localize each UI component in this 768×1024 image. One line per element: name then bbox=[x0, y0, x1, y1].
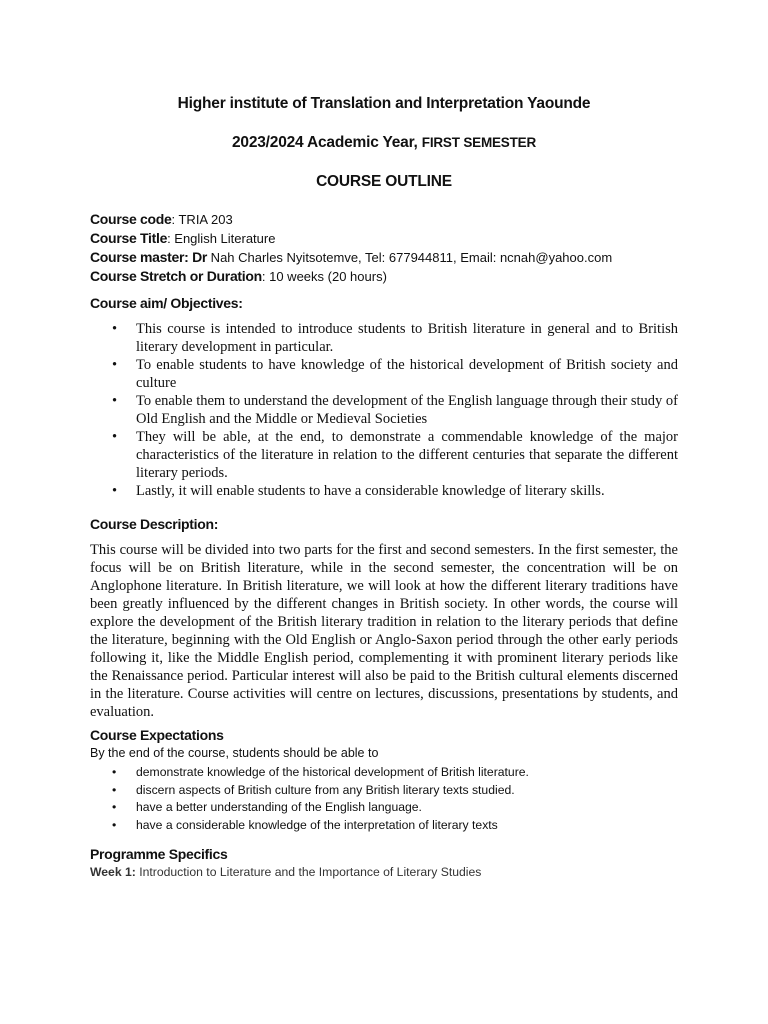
list-item bbox=[90, 392, 678, 428]
bullet-icon: • bbox=[112, 817, 117, 832]
course-title-value: : English Literature bbox=[167, 231, 276, 246]
academic-year: 2023/2024 Academic Year, bbox=[232, 134, 418, 151]
bullet-icon: • bbox=[112, 483, 118, 499]
course-title-row bbox=[90, 229, 690, 248]
bullet-icon: • bbox=[112, 782, 117, 797]
description-heading: Course Description: bbox=[90, 516, 219, 532]
objective-text: To enable students to have knowledge of the historical development of British society and culture bbox=[136, 357, 678, 391]
course-duration-label: Course Stretch or Duration bbox=[90, 268, 262, 284]
objective-text: This course is intended to introduce students to British literature in general and to British literary development in particular. bbox=[136, 321, 678, 355]
course-info-block bbox=[90, 210, 690, 286]
course-master-value: Nah Charles Nyitsotemve, Tel: 677944811, Email: ncnah@yahoo.com bbox=[207, 250, 613, 265]
bullet-icon: • bbox=[112, 357, 118, 373]
description-paragraph: This course will be divided into two parts for the first and second semesters. In the first semester, the focus will be on British literature, while in the second semester, the concentration will be on Anglophone literature. In British literature, we will look at how the different literary traditions have been greatly influenced by the different changes in British society. In other words, the course will explore the development of the British literary tradition in relation to the literary periods that define the literature, beginning with the Old English or Anglo-Saxon period through the other early periods following it, like the Middle English period, complementing it with prominent literary periods like the Renaissance period. Particular interest will also be paid to the British cultural elements discerned in the literature. Course activities will centre on lectures, discussions, presentations by students, and evaluation. bbox=[90, 542, 678, 720]
list-item bbox=[90, 428, 678, 482]
course-duration-value: : 10 weeks (20 hours) bbox=[261, 269, 387, 284]
objective-text: They will be able, at the end, to demonstrate a commendable knowledge of the major characteristics of the literature in relation to the different centuries that separate the different literary periods. bbox=[136, 429, 678, 481]
week-1-line bbox=[90, 865, 481, 879]
bullet-icon: • bbox=[112, 765, 117, 779]
list-item bbox=[90, 356, 678, 392]
expectation-text: discern aspects of British culture from any British literary texts studied. bbox=[136, 782, 515, 797]
expectations-heading: Course Expectations bbox=[90, 727, 224, 743]
course-master-row bbox=[90, 248, 690, 267]
list-item bbox=[90, 782, 678, 800]
expectation-text: have a better understanding of the English language. bbox=[136, 800, 422, 814]
list-item bbox=[90, 764, 678, 782]
course-title-label: Course Title bbox=[90, 230, 168, 246]
objectives-list bbox=[90, 320, 678, 500]
bullet-icon: • bbox=[112, 429, 118, 445]
academic-year-line bbox=[0, 134, 768, 152]
list-item bbox=[90, 799, 678, 817]
week-1-label: Week 1: bbox=[90, 865, 136, 879]
list-item bbox=[90, 482, 678, 500]
objective-text: To enable them to understand the development of the English language through their study of Old English and the Middle or Medieval Societies bbox=[136, 393, 678, 427]
semester-label: FIRST SEMESTER bbox=[421, 135, 536, 150]
objectives-heading: Course aim/ Objectives: bbox=[90, 295, 243, 311]
expectations-list bbox=[90, 764, 678, 834]
course-master-label: Course master: Dr bbox=[90, 249, 208, 265]
week-1-text: Introduction to Literature and the Importance of Literary Studies bbox=[135, 865, 482, 879]
list-item bbox=[90, 817, 678, 835]
objective-text: Lastly, it will enable students to have a considerable knowledge of literary skills. bbox=[136, 483, 605, 499]
course-code-value: : TRIA 203 bbox=[171, 212, 233, 227]
course-code-label: Course code bbox=[90, 211, 172, 227]
course-code-row bbox=[90, 210, 690, 229]
expectation-text: have a considerable knowledge of the interpretation of literary texts bbox=[136, 817, 498, 832]
course-duration-row bbox=[90, 267, 690, 286]
programme-heading: Programme Specifics bbox=[90, 846, 228, 862]
expectations-intro: By the end of the course, students should be able to bbox=[90, 746, 379, 760]
bullet-icon: • bbox=[112, 393, 118, 409]
bullet-icon: • bbox=[112, 321, 118, 337]
institute-title: Higher institute of Translation and Interpretation Yaounde bbox=[177, 95, 591, 112]
bullet-icon: • bbox=[112, 800, 117, 814]
course-outline-title: COURSE OUTLINE bbox=[316, 173, 452, 190]
expectation-text: demonstrate knowledge of the historical development of British literature. bbox=[136, 765, 529, 779]
list-item bbox=[90, 320, 678, 356]
